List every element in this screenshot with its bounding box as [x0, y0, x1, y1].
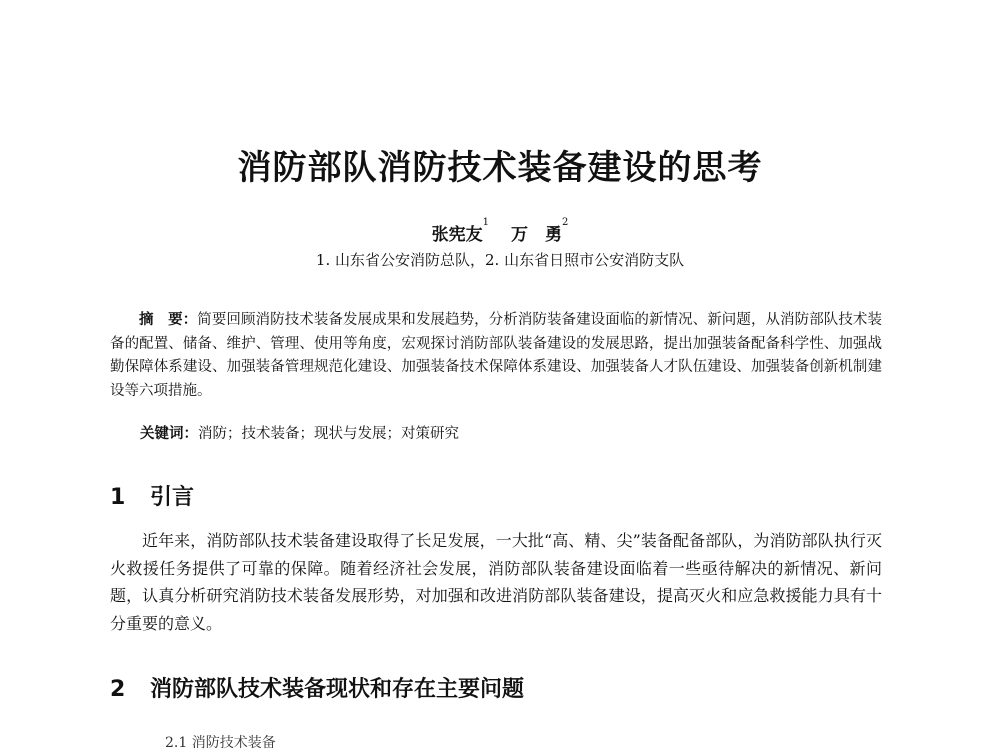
- section-title: 引言: [150, 485, 195, 510]
- abstract-label: 摘 要：: [139, 312, 198, 328]
- abstract: [110, 309, 882, 403]
- abstract-text: 简要回顾消防技术装备发展成果和发展趋势，分析消防装备建设面临的新情况、新问题，从消防部队技术装备的配置、储备、维护、管理、使用等角度，宏观探讨消防部队装备建设的发展思路，提出加强装备配备科学性、加强战勤保障体系建设、加强装备管理规范化建设、加强装备技术保障体系建设、加强装备人才队伍建设、加强装备创新机制建设等六项措施。: [110, 312, 882, 399]
- keywords-label: 关键词：: [140, 426, 198, 442]
- affiliations: 1. 山东省公安消防总队，2. 山东省日照市公安消防支队: [315, 251, 685, 269]
- cutoff-subheading: 2.1 消防技术装备: [165, 735, 276, 751]
- author-affiliation-marker: 2: [562, 217, 569, 228]
- section-title: 消防部队技术装备现状和存在主要问题: [150, 677, 525, 702]
- author-affiliation-marker: 1: [482, 217, 489, 228]
- keywords: [140, 422, 882, 443]
- author-line: [0, 217, 1000, 245]
- section-heading: [110, 480, 194, 511]
- body-paragraph: 近年来，消防部队技术装备建设取得了长足发展，一大批“高、精、尖”装备配备部队，为消防部队执行灭火救援任务提供了可靠的保障。随着经济社会发展，消防部队装备建设面临着一些亟待解决的新情况、新问题，认真分析研究消防技术装备发展形势，对加强和改进消防部队装备建设，提高灭火和应急救援能力具有十分重要的意义。: [110, 531, 882, 633]
- paper-title: 消防部队消防技术装备建设的思考: [237, 148, 763, 188]
- section-number: 1: [110, 485, 126, 510]
- keywords-text: 消防；技术装备；现状与发展；对策研究: [198, 426, 459, 442]
- author-name: 张宪友: [431, 225, 483, 245]
- section-heading: [110, 672, 524, 703]
- section-number: 2: [110, 677, 126, 702]
- author-name: 万 勇: [511, 225, 562, 245]
